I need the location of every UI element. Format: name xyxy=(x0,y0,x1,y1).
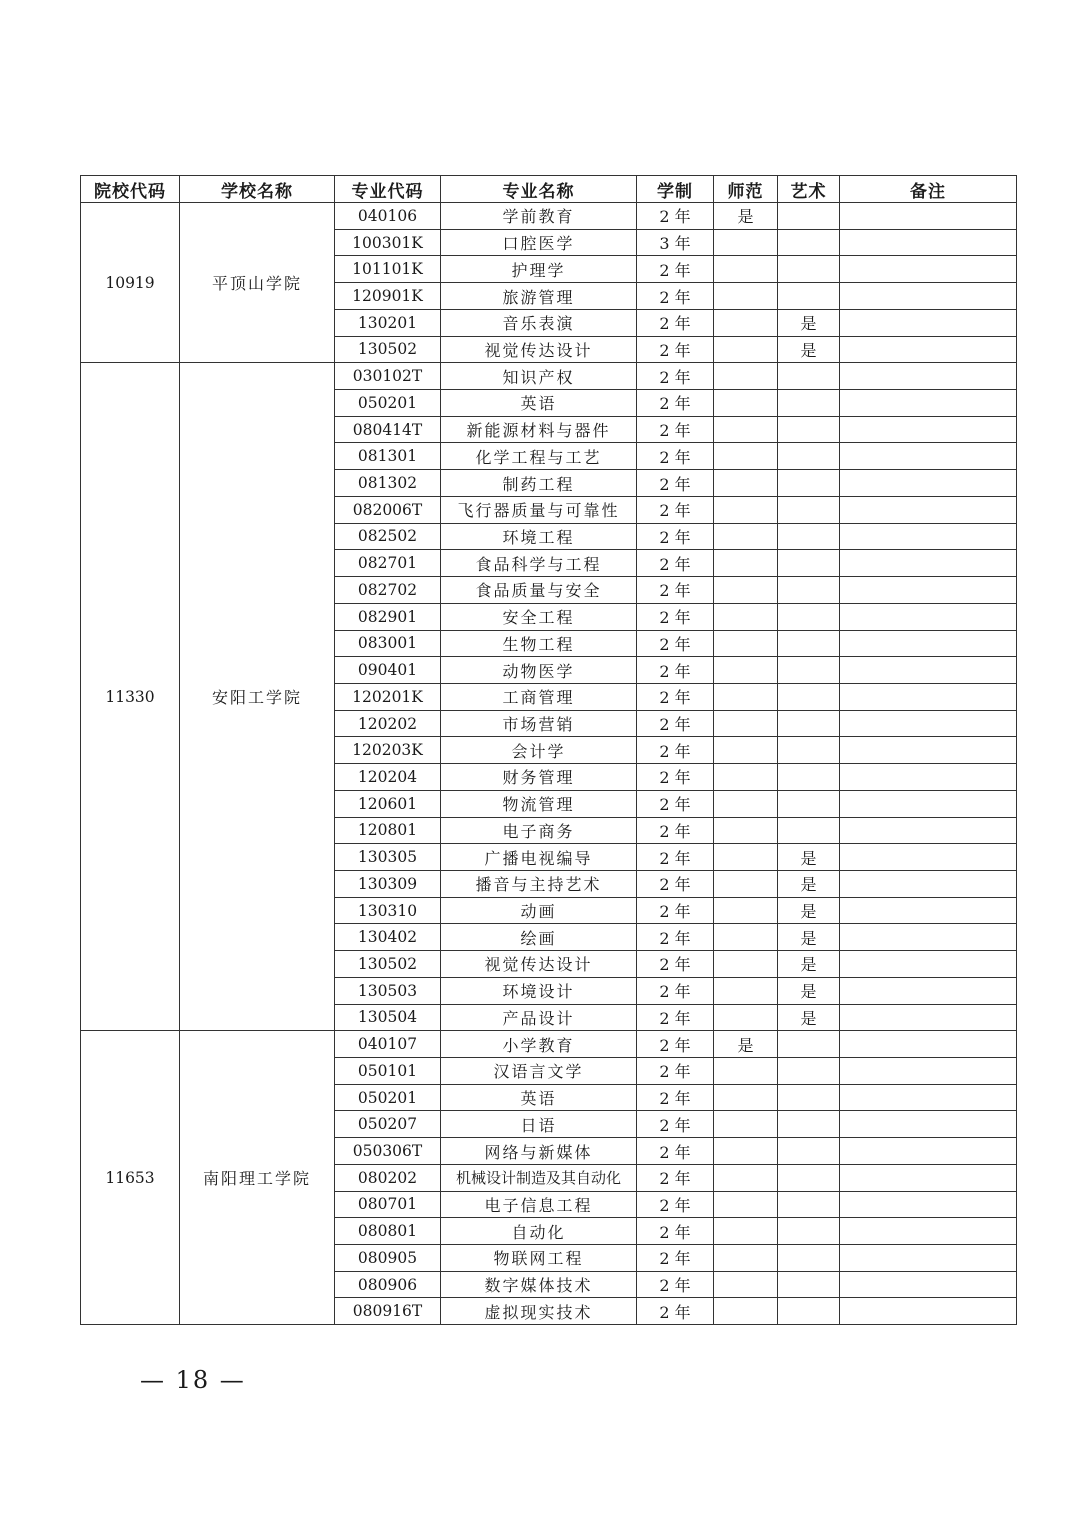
major-name: 生物工程 xyxy=(441,630,637,657)
duration: 2 年 xyxy=(637,1245,714,1272)
art-flag xyxy=(778,1058,840,1085)
major-code: 083001 xyxy=(335,630,441,657)
normal-flag xyxy=(714,603,778,630)
major-name: 会计学 xyxy=(441,737,637,764)
art-flag xyxy=(778,790,840,817)
header-note: 备注 xyxy=(840,176,1017,203)
major-name: 口腔医学 xyxy=(441,229,637,256)
art-flag xyxy=(778,577,840,604)
art-flag xyxy=(778,496,840,523)
school-name: 南阳理工学院 xyxy=(180,1031,335,1325)
note xyxy=(840,683,1017,710)
art-flag xyxy=(778,416,840,443)
art-flag xyxy=(778,764,840,791)
normal-flag xyxy=(714,710,778,737)
art-flag: 是 xyxy=(778,951,840,978)
duration: 2 年 xyxy=(637,523,714,550)
duration: 2 年 xyxy=(637,737,714,764)
art-flag xyxy=(778,390,840,417)
art-flag: 是 xyxy=(778,336,840,363)
major-name: 知识产权 xyxy=(441,363,637,390)
note xyxy=(840,309,1017,336)
school-name: 平顶山学院 xyxy=(180,203,335,363)
art-flag xyxy=(778,470,840,497)
normal-flag xyxy=(714,229,778,256)
major-code: 082006T xyxy=(335,496,441,523)
normal-flag xyxy=(714,657,778,684)
major-code: 130504 xyxy=(335,1004,441,1031)
normal-flag xyxy=(714,630,778,657)
major-code: 120601 xyxy=(335,790,441,817)
normal-flag xyxy=(714,416,778,443)
art-flag xyxy=(778,630,840,657)
normal-flag xyxy=(714,1298,778,1325)
major-code: 080905 xyxy=(335,1245,441,1272)
major-name: 机械设计制造及其自动化 xyxy=(441,1164,637,1191)
art-flag xyxy=(778,1031,840,1058)
note xyxy=(840,897,1017,924)
major-name: 工商管理 xyxy=(441,683,637,710)
art-flag xyxy=(778,710,840,737)
major-name: 英语 xyxy=(441,1084,637,1111)
normal-flag xyxy=(714,496,778,523)
normal-flag xyxy=(714,443,778,470)
table-row xyxy=(81,363,1017,390)
major-name: 视觉传达设计 xyxy=(441,951,637,978)
major-name: 广播电视编导 xyxy=(441,844,637,871)
major-name: 护理学 xyxy=(441,256,637,283)
major-name: 环境设计 xyxy=(441,977,637,1004)
major-code: 081302 xyxy=(335,470,441,497)
duration: 2 年 xyxy=(637,363,714,390)
art-flag xyxy=(778,1084,840,1111)
header-row xyxy=(81,176,1017,203)
table-row xyxy=(81,203,1017,230)
normal-flag xyxy=(714,336,778,363)
art-flag: 是 xyxy=(778,897,840,924)
art-flag xyxy=(778,1138,840,1165)
table-row xyxy=(81,1031,1017,1058)
duration: 2 年 xyxy=(637,1058,714,1085)
art-flag: 是 xyxy=(778,1004,840,1031)
header-major-name: 专业名称 xyxy=(441,176,637,203)
art-flag: 是 xyxy=(778,977,840,1004)
normal-flag xyxy=(714,390,778,417)
major-code: 050201 xyxy=(335,390,441,417)
art-flag xyxy=(778,363,840,390)
normal-flag xyxy=(714,844,778,871)
school-name: 安阳工学院 xyxy=(180,363,335,1031)
normal-flag xyxy=(714,1058,778,1085)
art-flag xyxy=(778,443,840,470)
major-code: 120202 xyxy=(335,710,441,737)
major-name: 网络与新媒体 xyxy=(441,1138,637,1165)
major-code: 130502 xyxy=(335,336,441,363)
art-flag xyxy=(778,1218,840,1245)
note xyxy=(840,737,1017,764)
art-flag xyxy=(778,603,840,630)
major-name: 安全工程 xyxy=(441,603,637,630)
major-code: 080906 xyxy=(335,1271,441,1298)
duration: 2 年 xyxy=(637,1031,714,1058)
school-code: 11653 xyxy=(81,1031,180,1325)
header-school-name: 学校名称 xyxy=(180,176,335,203)
normal-flag xyxy=(714,924,778,951)
major-name: 旅游管理 xyxy=(441,283,637,310)
major-name: 电子商务 xyxy=(441,817,637,844)
duration: 2 年 xyxy=(637,897,714,924)
major-name: 英语 xyxy=(441,390,637,417)
header-school-code: 院校代码 xyxy=(81,176,180,203)
duration: 2 年 xyxy=(637,1298,714,1325)
art-flag xyxy=(778,1271,840,1298)
major-code: 040106 xyxy=(335,203,441,230)
school-code: 10919 xyxy=(81,203,180,363)
note xyxy=(840,951,1017,978)
major-name: 自动化 xyxy=(441,1218,637,1245)
duration: 2 年 xyxy=(637,603,714,630)
normal-flag xyxy=(714,737,778,764)
normal-flag xyxy=(714,897,778,924)
note xyxy=(840,416,1017,443)
major-name: 动画 xyxy=(441,897,637,924)
normal-flag xyxy=(714,817,778,844)
note xyxy=(840,1084,1017,1111)
major-name: 动物医学 xyxy=(441,657,637,684)
art-flag: 是 xyxy=(778,870,840,897)
note xyxy=(840,710,1017,737)
note xyxy=(840,870,1017,897)
art-flag xyxy=(778,550,840,577)
page-number: — 18 — xyxy=(140,1366,246,1394)
normal-flag xyxy=(714,1138,778,1165)
duration: 2 年 xyxy=(637,764,714,791)
duration: 2 年 xyxy=(637,470,714,497)
major-code: 130305 xyxy=(335,844,441,871)
duration: 2 年 xyxy=(637,283,714,310)
art-flag: 是 xyxy=(778,844,840,871)
art-flag xyxy=(778,229,840,256)
duration: 2 年 xyxy=(637,951,714,978)
major-code: 130502 xyxy=(335,951,441,978)
header-art: 艺术 xyxy=(778,176,840,203)
art-flag xyxy=(778,1111,840,1138)
major-code: 030102T xyxy=(335,363,441,390)
normal-flag xyxy=(714,1084,778,1111)
major-name: 产品设计 xyxy=(441,1004,637,1031)
note xyxy=(840,1245,1017,1272)
note xyxy=(840,203,1017,230)
note xyxy=(840,977,1017,1004)
major-name: 电子信息工程 xyxy=(441,1191,637,1218)
major-name: 虚拟现实技术 xyxy=(441,1298,637,1325)
normal-flag xyxy=(714,951,778,978)
duration: 2 年 xyxy=(637,657,714,684)
duration: 3 年 xyxy=(637,229,714,256)
major-code: 100301K xyxy=(335,229,441,256)
note xyxy=(840,229,1017,256)
art-flag: 是 xyxy=(778,924,840,951)
normal-flag xyxy=(714,790,778,817)
normal-flag xyxy=(714,870,778,897)
note xyxy=(840,256,1017,283)
major-name: 视觉传达设计 xyxy=(441,336,637,363)
major-code: 040107 xyxy=(335,1031,441,1058)
major-name: 物联网工程 xyxy=(441,1245,637,1272)
major-name: 绘画 xyxy=(441,924,637,951)
duration: 2 年 xyxy=(637,309,714,336)
normal-flag xyxy=(714,309,778,336)
note xyxy=(840,844,1017,871)
art-flag xyxy=(778,283,840,310)
art-flag xyxy=(778,817,840,844)
note xyxy=(840,657,1017,684)
major-code: 130402 xyxy=(335,924,441,951)
major-code: 080414T xyxy=(335,416,441,443)
major-name: 制药工程 xyxy=(441,470,637,497)
major-name: 小学教育 xyxy=(441,1031,637,1058)
duration: 2 年 xyxy=(637,577,714,604)
note xyxy=(840,630,1017,657)
duration: 2 年 xyxy=(637,256,714,283)
art-flag xyxy=(778,256,840,283)
duration: 2 年 xyxy=(637,1164,714,1191)
major-name: 学前教育 xyxy=(441,203,637,230)
art-flag xyxy=(778,1191,840,1218)
duration: 2 年 xyxy=(637,416,714,443)
duration: 2 年 xyxy=(637,550,714,577)
normal-flag xyxy=(714,523,778,550)
major-code: 050306T xyxy=(335,1138,441,1165)
header-normal: 师范 xyxy=(714,176,778,203)
duration: 2 年 xyxy=(637,790,714,817)
art-flag xyxy=(778,203,840,230)
duration: 2 年 xyxy=(637,817,714,844)
normal-flag xyxy=(714,256,778,283)
duration: 2 年 xyxy=(637,203,714,230)
majors-table xyxy=(80,175,1017,1325)
major-name: 播音与主持艺术 xyxy=(441,870,637,897)
note xyxy=(840,1058,1017,1085)
note xyxy=(840,336,1017,363)
major-code: 050201 xyxy=(335,1084,441,1111)
duration: 2 年 xyxy=(637,630,714,657)
major-code: 120204 xyxy=(335,764,441,791)
note xyxy=(840,496,1017,523)
major-name: 环境工程 xyxy=(441,523,637,550)
normal-flag xyxy=(714,550,778,577)
art-flag xyxy=(778,1298,840,1325)
note xyxy=(840,924,1017,951)
major-code: 050207 xyxy=(335,1111,441,1138)
normal-flag xyxy=(714,363,778,390)
major-code: 090401 xyxy=(335,657,441,684)
art-flag: 是 xyxy=(778,309,840,336)
note xyxy=(840,577,1017,604)
normal-flag xyxy=(714,1111,778,1138)
duration: 2 年 xyxy=(637,390,714,417)
normal-flag xyxy=(714,283,778,310)
normal-flag xyxy=(714,577,778,604)
note xyxy=(840,764,1017,791)
table-body xyxy=(81,203,1017,1325)
normal-flag xyxy=(714,1218,778,1245)
major-code: 082701 xyxy=(335,550,441,577)
art-flag xyxy=(778,523,840,550)
note xyxy=(840,390,1017,417)
normal-flag xyxy=(714,1245,778,1272)
major-name: 日语 xyxy=(441,1111,637,1138)
normal-flag xyxy=(714,683,778,710)
duration: 2 年 xyxy=(637,1138,714,1165)
normal-flag xyxy=(714,1271,778,1298)
normal-flag xyxy=(714,764,778,791)
art-flag xyxy=(778,737,840,764)
duration: 2 年 xyxy=(637,1084,714,1111)
note xyxy=(840,1004,1017,1031)
note xyxy=(840,1111,1017,1138)
note xyxy=(840,1164,1017,1191)
note xyxy=(840,470,1017,497)
duration: 2 年 xyxy=(637,1111,714,1138)
major-code: 080801 xyxy=(335,1218,441,1245)
note xyxy=(840,603,1017,630)
duration: 2 年 xyxy=(637,870,714,897)
major-name: 化学工程与工艺 xyxy=(441,443,637,470)
duration: 2 年 xyxy=(637,683,714,710)
major-code: 120201K xyxy=(335,683,441,710)
major-code: 082502 xyxy=(335,523,441,550)
art-flag xyxy=(778,657,840,684)
major-code: 120203K xyxy=(335,737,441,764)
duration: 2 年 xyxy=(637,336,714,363)
note xyxy=(840,1218,1017,1245)
normal-flag xyxy=(714,470,778,497)
header-major-code: 专业代码 xyxy=(335,176,441,203)
note xyxy=(840,790,1017,817)
art-flag xyxy=(778,1164,840,1191)
major-code: 080202 xyxy=(335,1164,441,1191)
normal-flag xyxy=(714,977,778,1004)
major-name: 市场营销 xyxy=(441,710,637,737)
header-duration: 学制 xyxy=(637,176,714,203)
duration: 2 年 xyxy=(637,710,714,737)
major-code: 130310 xyxy=(335,897,441,924)
duration: 2 年 xyxy=(637,1271,714,1298)
major-code: 080701 xyxy=(335,1191,441,1218)
major-name: 音乐表演 xyxy=(441,309,637,336)
normal-flag xyxy=(714,1164,778,1191)
note xyxy=(840,363,1017,390)
major-name: 财务管理 xyxy=(441,764,637,791)
duration: 2 年 xyxy=(637,496,714,523)
note xyxy=(840,1271,1017,1298)
school-code: 11330 xyxy=(81,363,180,1031)
major-name: 新能源材料与器件 xyxy=(441,416,637,443)
art-flag xyxy=(778,1245,840,1272)
major-code: 080916T xyxy=(335,1298,441,1325)
art-flag xyxy=(778,683,840,710)
note xyxy=(840,283,1017,310)
normal-flag xyxy=(714,1004,778,1031)
duration: 2 年 xyxy=(637,844,714,871)
major-name: 食品科学与工程 xyxy=(441,550,637,577)
note xyxy=(840,817,1017,844)
major-code: 120901K xyxy=(335,283,441,310)
normal-flag xyxy=(714,1191,778,1218)
major-name: 汉语言文学 xyxy=(441,1058,637,1085)
normal-flag: 是 xyxy=(714,203,778,230)
major-code: 101101K xyxy=(335,256,441,283)
note xyxy=(840,1031,1017,1058)
major-name: 飞行器质量与可靠性 xyxy=(441,496,637,523)
note xyxy=(840,523,1017,550)
major-code: 082702 xyxy=(335,577,441,604)
duration: 2 年 xyxy=(637,1191,714,1218)
note xyxy=(840,1138,1017,1165)
major-code: 130503 xyxy=(335,977,441,1004)
note xyxy=(840,443,1017,470)
major-name: 数字媒体技术 xyxy=(441,1271,637,1298)
duration: 2 年 xyxy=(637,1218,714,1245)
normal-flag: 是 xyxy=(714,1031,778,1058)
major-code: 081301 xyxy=(335,443,441,470)
note xyxy=(840,550,1017,577)
duration: 2 年 xyxy=(637,443,714,470)
duration: 2 年 xyxy=(637,924,714,951)
major-name: 物流管理 xyxy=(441,790,637,817)
major-code: 082901 xyxy=(335,603,441,630)
major-name: 食品质量与安全 xyxy=(441,577,637,604)
major-code: 130309 xyxy=(335,870,441,897)
note xyxy=(840,1191,1017,1218)
major-code: 050101 xyxy=(335,1058,441,1085)
major-code: 130201 xyxy=(335,309,441,336)
duration: 2 年 xyxy=(637,1004,714,1031)
duration: 2 年 xyxy=(637,977,714,1004)
note xyxy=(840,1298,1017,1325)
major-code: 120801 xyxy=(335,817,441,844)
